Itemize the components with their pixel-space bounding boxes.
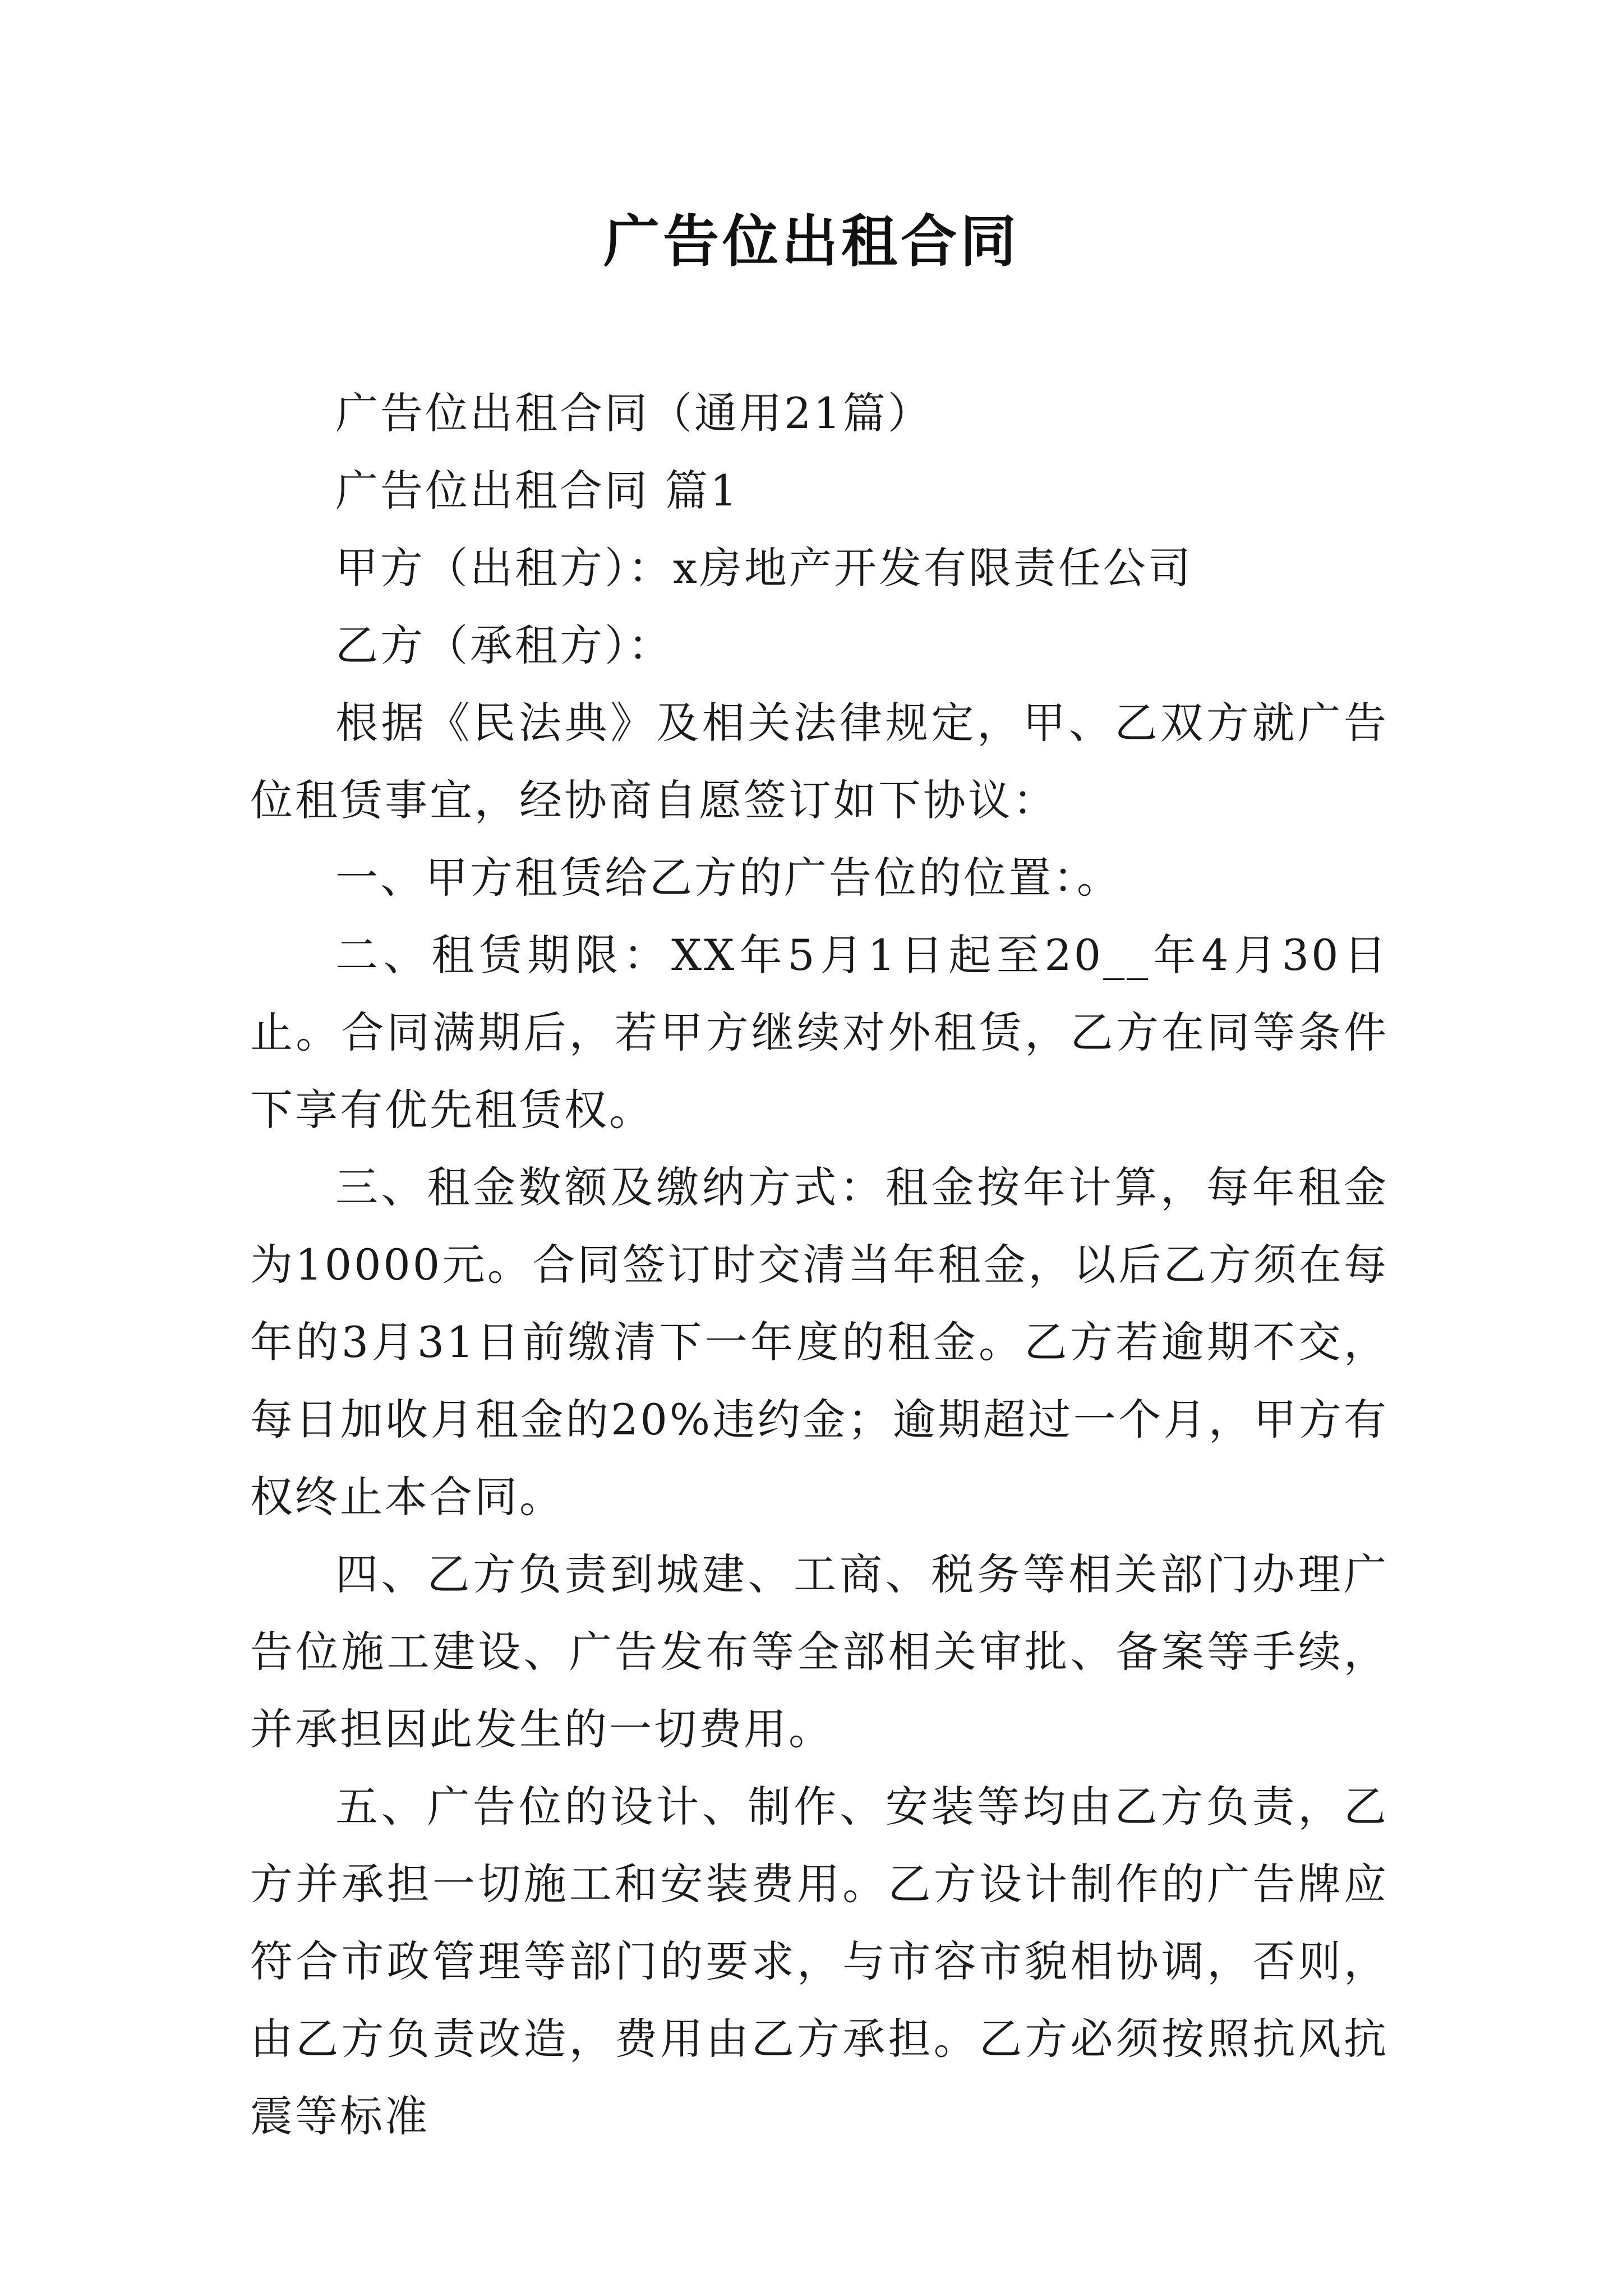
paragraph-party-b: 乙方（承租方）： [335,620,673,670]
document-title: 广告位出租合同 [603,208,1020,274]
paragraph-party-a: 甲方（出租方）：x房地产开发有限责任公司 [335,543,1193,593]
paragraph-clause-3: 三、租金数额及缴纳方式：租金按年计算，每年租金为10000元。合同签订时交清当年租金，以后乙方须在每年的3月31日前缴清下一年度的租金。乙方若逾期不交，每日加收月租金的20%违约金；逾期超过一个月，甲方有权终止本合同。 [250,1162,1389,1522]
paragraph-preamble: 根据《民法典》及相关法律规定，甲、乙双方就广告位租赁事宜，经协商自愿签订如下协议： [250,698,1389,825]
document-body [250,375,1389,2155]
paragraph-clause-5: 五、广告位的设计、制作、安装等均由乙方负责，乙方并承担一切施工和安装费用。乙方设计制作的广告牌应符合市政管理等部门的要求，与市容市貌相协调，否则，由乙方负责改造，费用由乙方承担。乙方必须按照抗风抗震等标准 [250,1782,1389,2141]
paragraph-heading: 广告位出租合同（通用21篇） [335,388,933,438]
paragraph-clause-1: 一、甲方租赁给乙方的广告位的位置：。 [335,853,1122,903]
paragraph-clause-4: 四、乙方负责到城建、工商、税务等相关部门办理广告位施工建设、广告发布等全部相关审批、备案等手续，并承担因此发生的一切费用。 [250,1549,1389,1754]
paragraph-clause-2: 二、租赁期限：XX年5月1日起至20__年4月30日止。合同满期后，若甲方继续对外租赁，乙方在同等条件下享有优先租赁权。 [250,930,1389,1135]
paragraph-article-number: 广告位出租合同 篇1 [335,466,740,516]
